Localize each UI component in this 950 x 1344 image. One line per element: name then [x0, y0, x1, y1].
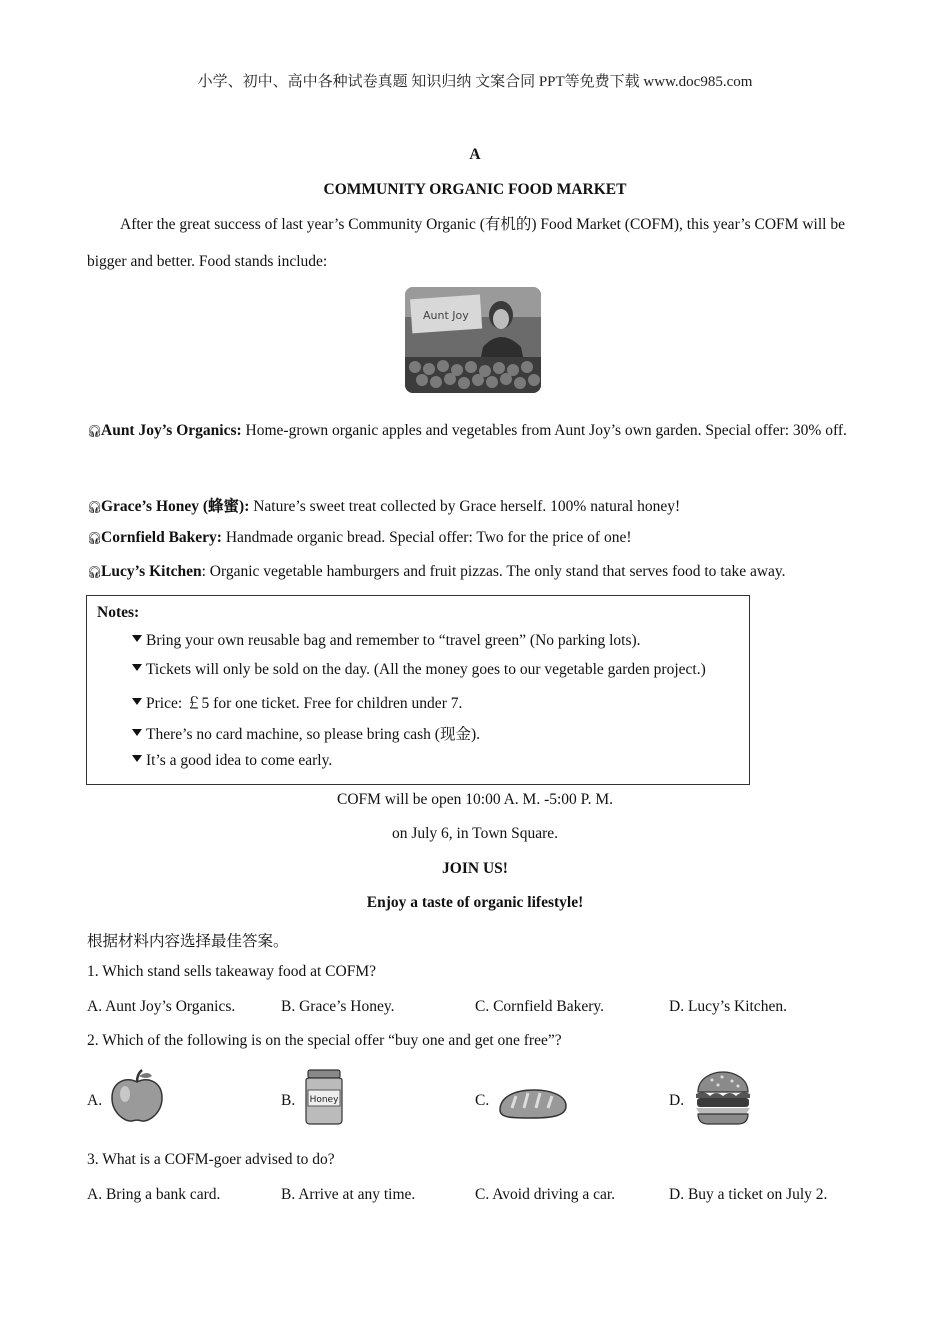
market-photo	[405, 287, 541, 393]
q1-option-b[interactable]: B. Grace’s Honey.	[281, 998, 395, 1015]
svg-text:Aunt Joy: Aunt Joy	[423, 309, 469, 322]
passage-title: COMMUNITY ORGANIC FOOD MARKET	[323, 181, 627, 198]
triangle-bullet-icon	[132, 635, 142, 642]
note-item	[132, 661, 706, 679]
headphone-bullet-icon: 🎧︎	[87, 565, 103, 579]
stand-aunt-joy	[87, 413, 862, 449]
q3-option-b[interactable]: B. Arrive at any time.	[281, 1186, 416, 1203]
note-text: It’s a good idea to come early.	[146, 752, 333, 769]
q2-option-d[interactable]: D.	[669, 1092, 685, 1109]
stand-name: Grace’s Honey (蜂蜜):	[101, 498, 250, 515]
note-item	[132, 752, 332, 770]
page-header: 小学、初中、高中各种试卷真题 知识归纳 文案合同 PPT等免费下载 www.doc985.com	[197, 74, 753, 90]
instruction: 根据材料内容选择最佳答案。	[87, 933, 289, 950]
q1-option-a[interactable]: A. Aunt Joy’s Organics.	[87, 998, 236, 1015]
q3-option-c[interactable]: C. Avoid driving a car.	[475, 1186, 616, 1203]
honey-jar-icon	[302, 1068, 346, 1126]
question-3: 3. What is a COFM-goer advised to do?	[87, 1151, 335, 1168]
slogan: Enjoy a taste of organic lifestyle!	[366, 894, 584, 911]
hamburger-icon	[694, 1070, 752, 1126]
stand-desc: Home-grown organic apples and vegetables from Aunt Joy’s own garden. Special offer: 30% off.	[241, 422, 847, 439]
apple-icon	[108, 1066, 166, 1124]
bread-icon	[496, 1086, 568, 1122]
stand-lucy-kitchen	[87, 563, 862, 581]
intro-paragraph: After the great success of last year’s Community Organic (有机的) Food Market (COFM), this year’s COFM will be bigger and better. Food stands include:	[87, 216, 845, 270]
open-hours: COFM will be open 10:00 A. M. -5:00 P. M.	[336, 791, 613, 808]
notes-title: Notes:	[97, 604, 140, 621]
stand-name: Aunt Joy’s Organics:	[101, 422, 242, 439]
q3-option-a[interactable]: A. Bring a bank card.	[87, 1186, 221, 1203]
market-photo-image	[405, 287, 541, 393]
triangle-bullet-icon	[132, 755, 142, 762]
note-text: Price: ￡5 for one ticket. Free for children under 7.	[146, 695, 463, 712]
triangle-bullet-icon	[132, 729, 142, 736]
question-1: 1. Which stand sells takeaway food at COFM?	[87, 963, 376, 980]
headphone-bullet-icon: 🎧︎	[87, 500, 103, 514]
triangle-bullet-icon	[132, 698, 142, 705]
q1-option-c[interactable]: C. Cornfield Bakery.	[475, 998, 604, 1015]
honey-label: Honey	[309, 1095, 339, 1105]
section-letter: A	[469, 146, 481, 163]
stand-desc: Handmade organic bread. Special offer: Two for the price of one!	[221, 529, 632, 546]
question-2: 2. Which of the following is on the special offer “buy one and get one free”?	[87, 1032, 562, 1049]
q3-option-d[interactable]: D. Buy a ticket on July 2.	[669, 1186, 828, 1203]
triangle-bullet-icon	[132, 664, 142, 671]
stand-desc: Nature’s sweet treat collected by Grace herself. 100% natural honey!	[249, 498, 681, 515]
headphone-bullet-icon: 🎧︎	[87, 531, 103, 545]
note-item	[132, 722, 480, 744]
note-text: Bring your own reusable bag and remember to “travel green” (No parking lots).	[146, 632, 641, 649]
headphone-bullet-icon: 🎧︎	[87, 424, 103, 438]
stand-grace-honey	[87, 494, 862, 516]
q2-option-b[interactable]: B.	[281, 1092, 296, 1109]
note-text: Tickets will only be sold on the day. (All the money goes to our vegetable garden project.)	[146, 661, 706, 678]
note-item	[132, 691, 462, 713]
q2-option-a[interactable]: A.	[87, 1092, 103, 1109]
stand-name: Cornfield Bakery:	[101, 529, 222, 546]
open-date-place: on July 6, in Town Square.	[391, 825, 559, 842]
notes-box	[86, 595, 750, 785]
join-us: JOIN US!	[442, 860, 508, 877]
q2-option-c[interactable]: C.	[475, 1092, 490, 1109]
stand-name: Lucy’s Kitchen	[101, 563, 202, 580]
q1-option-d[interactable]: D. Lucy’s Kitchen.	[669, 998, 787, 1015]
stand-desc: : Organic vegetable hamburgers and fruit pizzas. The only stand that serves food to take away.	[201, 563, 786, 580]
stand-cornfield-bakery	[87, 529, 862, 547]
note-item	[132, 632, 641, 650]
note-text: There’s no card machine, so please bring cash (现金).	[146, 726, 480, 743]
